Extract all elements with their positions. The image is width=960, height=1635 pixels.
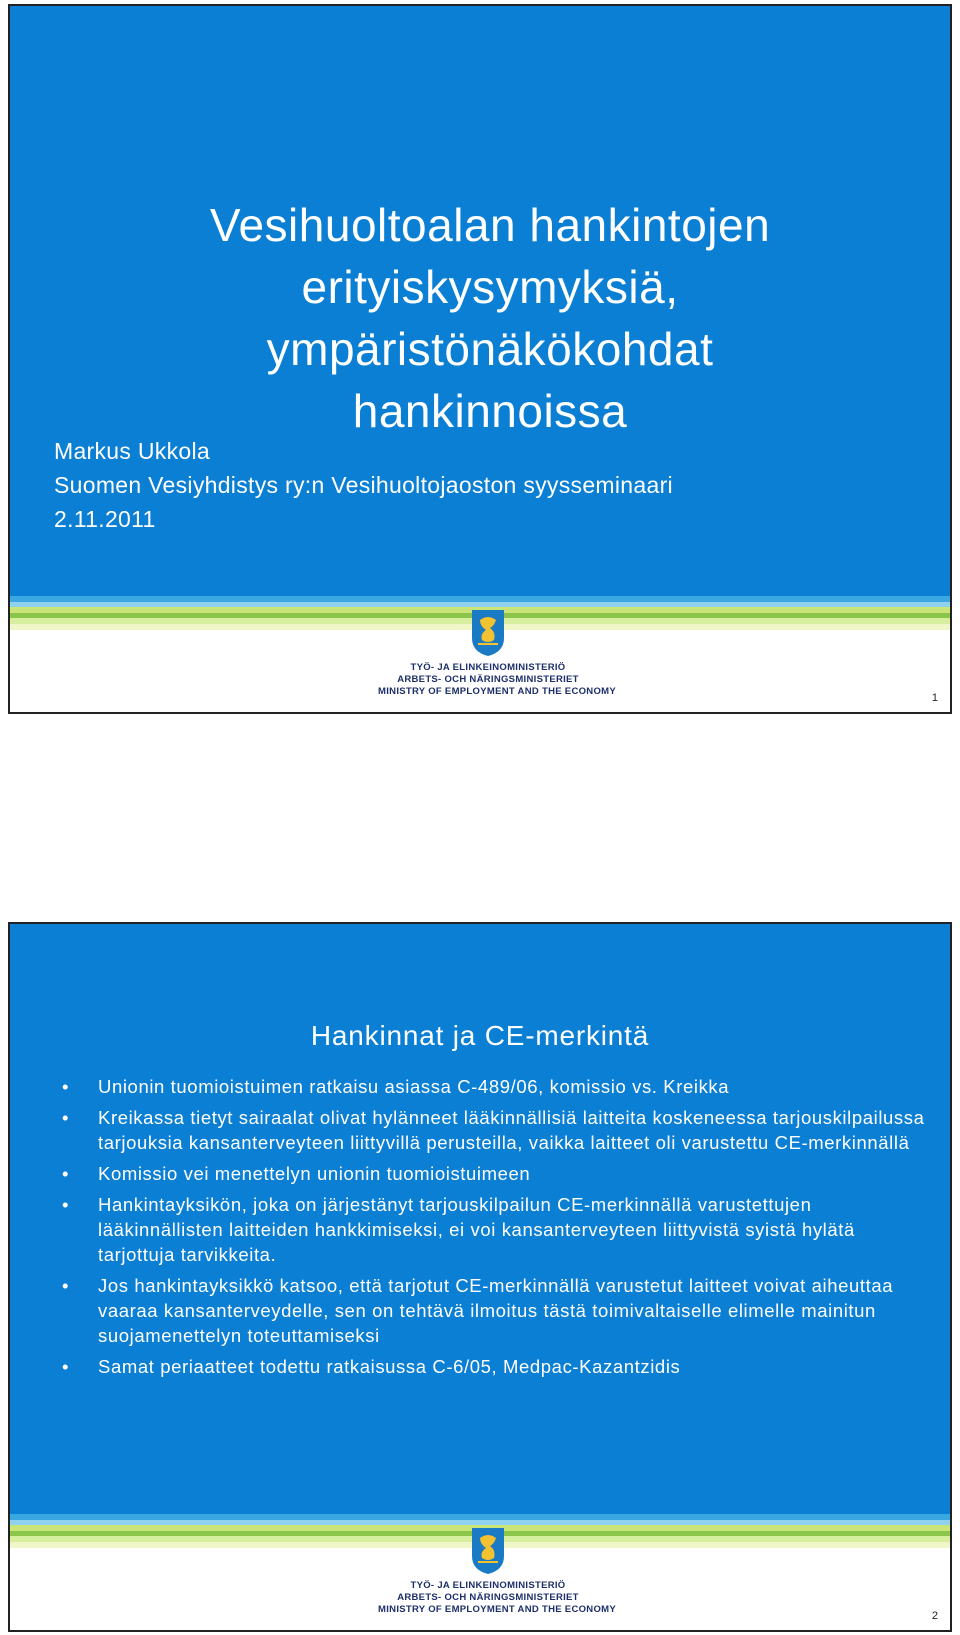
logo-text-sv: ARBETS- OCH NÄRINGSMINISTERIET <box>397 674 579 685</box>
logo-text-en: MINISTRY OF EMPLOYMENT AND THE ECONOMY <box>378 686 616 697</box>
event-name: Suomen Vesiyhdistys ry:n Vesihuoltojaoston syysseminaari <box>54 472 673 498</box>
logo-text-fi: TYÖ- JA ELINKEINOMINISTERIÖ <box>410 662 566 673</box>
presentation-meta <box>54 434 673 536</box>
slide-title <box>70 194 910 442</box>
date: 2.11.2011 <box>54 506 156 532</box>
lion-crest-icon <box>468 1526 508 1576</box>
bullet-item: • Kreikassa tietyt sairaalat olivat hylänneet lääkinnällisiä laitteita koskeneessa tarjouskilpailussa tarjouksia kansanterveyteen liittyvillä perusteilla, vaikka laitteet oli varustettu CE-merkinnällä <box>62 1105 932 1155</box>
bullet-item: • Komissio vei menettelyn unionin tuomioistuimeen <box>62 1161 932 1186</box>
bullet-list <box>62 1074 932 1385</box>
bullet-item: • Unionin tuomioistuimen ratkaisu asiassa C-489/06, komissio vs. Kreikka <box>62 1074 932 1099</box>
title-line: Vesihuoltoalan hankintojen <box>209 199 771 251</box>
ministry-logo <box>378 1526 616 1624</box>
slide-footer <box>10 600 950 712</box>
slide-title: Hankinnat ja CE-merkintä <box>310 1020 650 1051</box>
logo-text-fi: TYÖ- JA ELINKEINOMINISTERIÖ <box>410 1580 566 1591</box>
author: Markus Ukkola <box>54 438 210 464</box>
ministry-logo <box>378 608 616 706</box>
page-number: 1 <box>931 692 938 704</box>
title-line: erityiskysymyksiä, <box>301 261 679 313</box>
slide-footer <box>10 1518 950 1630</box>
logo-text-sv: ARBETS- OCH NÄRINGSMINISTERIET <box>397 1592 579 1603</box>
bullet-item: • Hankintayksikön, joka on järjestänyt tarjouskilpailun CE-merkinnällä varustettujen lääkinnällisten laitteiden hankkimiseksi, ei voi kansanterveyteen liittyvistä syistä hylätä tarjottuja tarvikkeita. <box>62 1192 932 1267</box>
lion-crest-icon <box>468 608 508 658</box>
slide-1 <box>8 4 952 714</box>
slide-2 <box>8 922 952 1632</box>
bullet-item: • Jos hankintayksikkö katsoo, että tarjotut CE-merkinnällä varustetut laitteet voivat aiheuttaa vaaraa kansanterveydelle, sen on tehtävä ilmoitus tästä toimivaltaiselle elimelle mainitun suojamenettelyn toteuttamiseksi <box>62 1273 932 1348</box>
logo-text-en: MINISTRY OF EMPLOYMENT AND THE ECONOMY <box>378 1604 616 1615</box>
title-line: hankinnoissa <box>352 385 628 437</box>
bullet-item: • Samat periaatteet todettu ratkaisussa C-6/05, Medpac-Kazantzidis <box>62 1354 932 1379</box>
page-number: 2 <box>931 1610 938 1622</box>
title-line: ympäristönäkökohdat <box>266 323 714 375</box>
